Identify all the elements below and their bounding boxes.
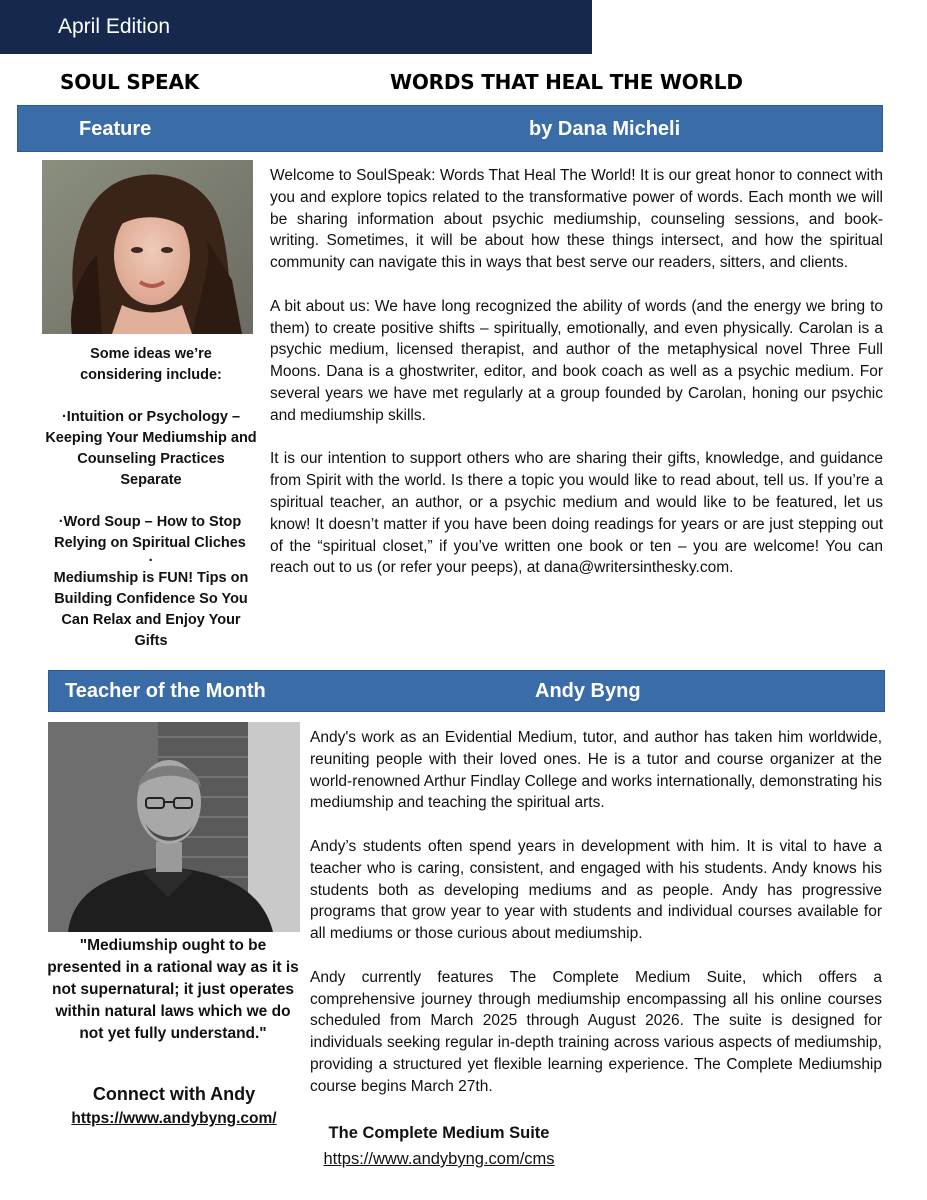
spacer	[45, 386, 257, 407]
spacer	[45, 491, 257, 512]
sidebar-idea: ·Word Soup – How to Stop Relying on Spiritual Cliches	[54, 514, 246, 551]
feature-section-bar	[17, 105, 883, 152]
suite-link[interactable]: https://www.andybyng.com/cms	[323, 1150, 555, 1168]
teacher-paragraph: Andy’s students often spend years in development with him. It is vital to have a teacher who is caring, consistent, and engaged with his students. Andy knows his students both as developing mediums and as people. Andy has progressive programs that grow year to year with students and individual courses available for all mediums or those curious about mediumship.	[310, 837, 882, 943]
feature-paragraph: It is our intention to support others who are sharing their gifts, knowledge, and guidance from Spirit with the world. Is there a topic you would like to read about, tell us. If you’re a spiritual teacher, an author, or a psychic medium and would like to be featured, let us know! It doesn’t matter if you have been doing readings for years or are just stepping out of the “spiritual closet,” if you’ve written one book or ten – you are welcome! You can reach out to us (or refer your peeps), at dana@writersinthesky.com.	[270, 450, 883, 577]
teacher-article	[310, 727, 882, 1119]
feature-byline: by Dana Micheli	[529, 118, 681, 140]
teacher-website-link[interactable]: https://www.andybyng.com/	[71, 1110, 277, 1127]
edition-banner	[0, 0, 592, 54]
teacher-label: Teacher of the Month	[65, 680, 266, 702]
teacher-section-bar	[48, 670, 885, 712]
sidebar-intro: Some ideas we’re considering include:	[80, 346, 222, 383]
suite-title: The Complete Medium Suite	[328, 1124, 550, 1142]
feature-article	[270, 165, 883, 601]
newsletter-tagline: WORDS THAT HEAL THE WORLD	[390, 70, 743, 94]
teacher-name: Andy Byng	[535, 680, 641, 702]
sidebar-idea: Mediumship is FUN! Tips on Building Confidence So You Can Relax and Enjoy Your Gifts	[53, 570, 249, 649]
sidebar-idea: ·Intuition or Psychology – Keeping Your Mediumship and Counseling Practices Separate	[45, 409, 257, 488]
teacher-quote: "Mediumship ought to be presented in a rational way as it is not supernatural; it just operates within natural laws which we do not yet fully understand."	[47, 937, 299, 1042]
feature-ideas-sidebar	[45, 344, 257, 652]
feature-paragraph: Welcome to SoulSpeak: Words That Heal The World! It is our great honor to connect with you and explore topics related to the transformative power of words. Each month we will be sharing information about psychic mediumship, counseling sessions, and book-writing. Sometimes, it will be about how these things intersect, and how the spiritual community can navigate this in ways that best serve our readers, sitters, and clients.	[270, 167, 883, 272]
feature-paragraph: A bit about us: We have long recognized the ability of words (and the energy we bring to them) to create positive shifts – spiritually, emotionally, and even physically. Carolan is a psychic medium, licensed therapist, and author of the metaphysical novel Three Full Moons. Dana is a ghostwriter, editor, and book coach as well as a psychic medium. For several years we have met regularly at a group founded by Carolan, honing our psychic and mediumship skills.	[270, 297, 883, 424]
feature-label: Feature	[79, 118, 152, 140]
teacher-paragraph: Andy currently features The Complete Medium Suite, which offers a comprehensive journey through mediumship encompassing all his online courses scheduled from March 2025 through August 2026. The suite is designed for individuals seeking regular in-depth training across various aspects of mediumship, providing a structured yet flexible learning experience. The Complete Mediumship course begins March 27th.	[310, 968, 882, 1095]
author-photo	[42, 160, 253, 334]
sidebar-bullet: ·	[148, 553, 154, 569]
edition-label: April Edition	[58, 15, 171, 38]
teacher-paragraph: Andy's work as an Evidential Medium, tutor, and author has taken him worldwide, reuniting people with their loved ones. He is a tutor and course organizer at the world-renowned Arthur Findlay College and works internationally, demonstrating his mediumship and teaching the spiritual arts.	[310, 729, 882, 812]
connect-heading: Connect with Andy	[92, 1084, 256, 1104]
newsletter-title: SOUL SPEAK	[60, 70, 200, 94]
teacher-photo	[48, 722, 300, 932]
